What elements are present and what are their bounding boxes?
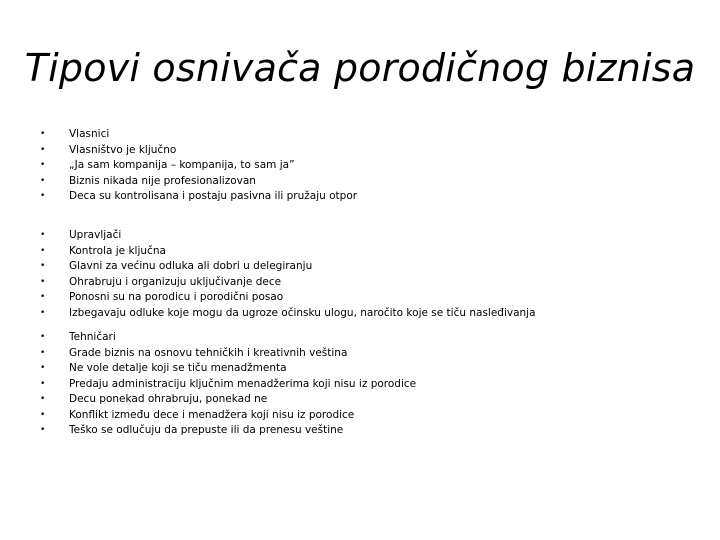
bullet-item xyxy=(40,259,700,275)
bullet-list-owners xyxy=(40,127,700,205)
bullet-icon: • xyxy=(40,292,46,302)
bullet-icon: • xyxy=(40,347,46,358)
bullet-text: Kontrola je ključna xyxy=(69,244,166,257)
bullet-icon: • xyxy=(40,230,46,240)
bullet-item xyxy=(40,423,700,439)
bullet-item xyxy=(40,392,700,408)
bullet-text: Izbegavaju odluke koje mogu da ugroze očinsku ulogu, naročito koje se tiču nasleđivanja xyxy=(69,306,536,319)
bullet-icon: • xyxy=(40,160,46,170)
bullet-item xyxy=(40,189,700,205)
bullet-icon: • xyxy=(40,425,46,435)
bullet-item xyxy=(40,377,700,393)
bullet-text: Predaju administraciju ključnim menadžerima koji nisu iz porodice xyxy=(69,377,417,390)
bullet-item xyxy=(40,174,700,190)
bullet-text: Teško se odlučuju da prepuste ili da prenesu veštine xyxy=(69,424,344,436)
bullet-item xyxy=(40,408,700,424)
bullet-icon: • xyxy=(40,175,46,186)
bullet-icon: • xyxy=(40,394,46,404)
bullet-text: Biznis nikada nije profesionalizovan xyxy=(69,174,256,187)
slide-title: Tipovi osnivača porodičnog biznisa xyxy=(24,46,696,90)
bullet-text: Ohrabruju i organizuju uključivanje dece xyxy=(69,275,282,288)
bullet-icon: • xyxy=(40,363,46,373)
bullet-item xyxy=(40,306,700,322)
bullet-item xyxy=(40,143,700,159)
bullet-list-technicians xyxy=(40,330,700,439)
bullet-item xyxy=(40,346,700,362)
bullet-text: Deca su kontrolisana i postaju pasivna ili pružaju otpor xyxy=(69,190,358,202)
bullet-text: Decu ponekad ohrabruju, ponekad ne xyxy=(69,393,268,405)
bullet-text: Ne vole detalje koji se tiču menadžmenta xyxy=(69,362,287,374)
bullet-item xyxy=(40,275,700,291)
bullet-text: Glavni za većinu odluka ali dobri u delegiranju xyxy=(69,260,313,272)
bullet-text: Upravljači xyxy=(69,229,122,241)
bullet-text: Ponosni su na porodicu i porodični posao xyxy=(69,291,284,303)
bullet-text: „Ja sam kompanija – kompanija, to sam ja” xyxy=(69,159,295,171)
bullet-icon: • xyxy=(40,191,46,201)
bullet-text: Tehničari xyxy=(69,331,116,343)
bullet-item xyxy=(40,127,700,143)
bullet-icon: • xyxy=(40,332,46,342)
bullet-icon: • xyxy=(40,378,46,389)
bullet-text: Konflikt između dece i menadžera koji nisu iz porodice xyxy=(69,408,355,421)
bullet-item xyxy=(40,158,700,174)
bullet-icon: • xyxy=(40,245,46,256)
bullet-icon: • xyxy=(40,276,46,287)
bullet-icon: • xyxy=(40,144,46,155)
bullet-item xyxy=(40,228,700,244)
bullet-text: Vlasništvo je ključno xyxy=(69,143,177,156)
bullet-icon: • xyxy=(40,261,46,271)
bullet-item xyxy=(40,330,700,346)
bullet-list-managers xyxy=(40,228,700,321)
bullet-icon: • xyxy=(40,129,46,139)
bullet-text: Grade biznis na osnovu tehničkih i kreativnih veština xyxy=(69,346,348,359)
bullet-item xyxy=(40,244,700,260)
bullet-item xyxy=(40,290,700,306)
bullet-icon: • xyxy=(40,409,46,420)
bullet-item xyxy=(40,361,700,377)
bullet-icon: • xyxy=(40,307,46,318)
bullet-text: Vlasnici xyxy=(69,128,110,140)
